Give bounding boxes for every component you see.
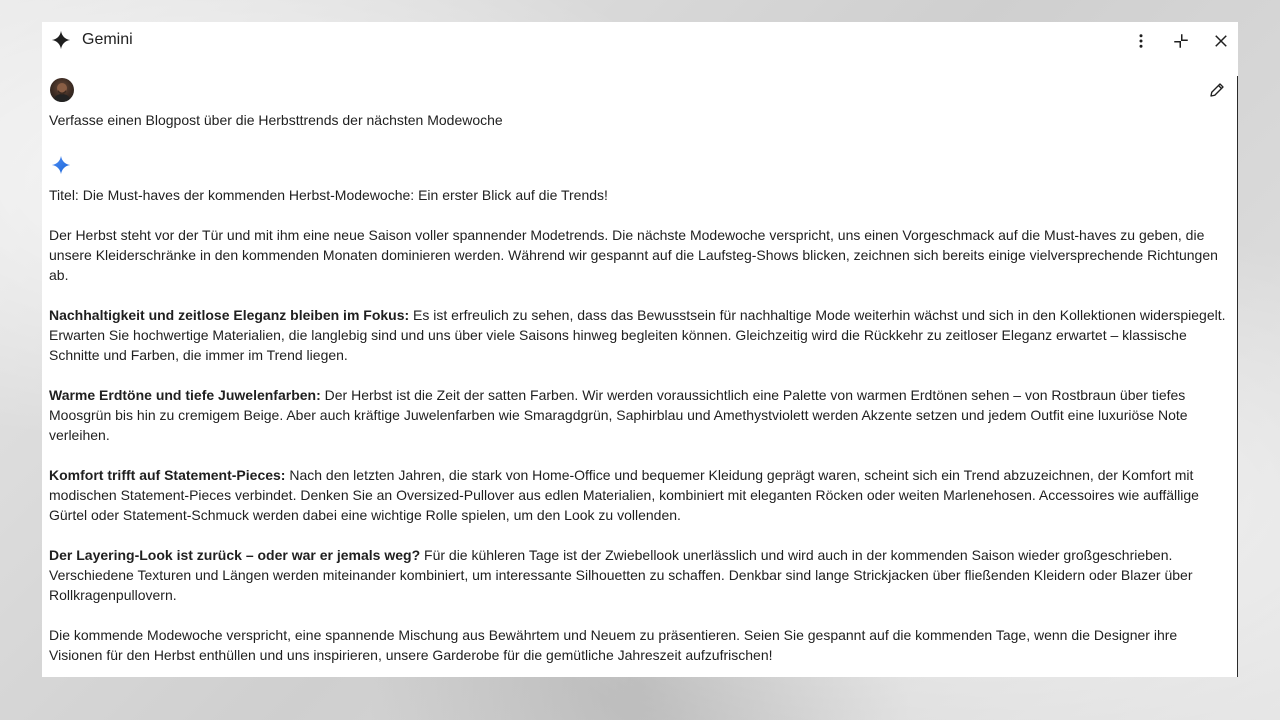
more-vert-icon bbox=[1132, 32, 1150, 50]
window-title: Gemini bbox=[82, 31, 133, 48]
section-heading: Warme Erdtöne und tiefe Juwelenfarben: bbox=[49, 387, 321, 403]
response-section bbox=[49, 545, 1231, 605]
panel-header bbox=[42, 22, 1238, 62]
section-heading: Der Layering-Look ist zurück – oder war er jemals weg? bbox=[49, 547, 421, 563]
section-text: Für die kühleren Tage ist der Zwiebellook unerlässlich und wird auch in der kommenden Saison wieder großgeschrieben. Verschiedene Texturen und Längen werden miteinander kombiniert, um interessante Silhouetten zu schaffen. Denkbar sind lange Strickjacken über fließenden Kleidern oder Blazer über Rollkragenpullovern. bbox=[49, 547, 1193, 603]
section-text: Nach den letzten Jahren, die stark von Home-Office und bequemer Kleidung geprägt waren, scheint sich ein Trend abzuzeichnen, der Komfort mit modischen Statement-Pieces verbindet. Denken Sie an Oversized-Pullover aus edlen Materialien, kombiniert mit eleganten Röcken oder weiten Marlenehosen. Accessoires wie auffällige Gürtel oder Statement-Schmuck werden dabei eine wichtige Rolle spielen, um den Look zu vollenden. bbox=[49, 467, 1199, 523]
section-heading: Nachhaltigkeit und zeitlose Eleganz bleiben im Fokus: bbox=[49, 307, 410, 323]
response-section bbox=[49, 385, 1231, 445]
gemini-spark-icon bbox=[50, 154, 72, 176]
more-options-button[interactable] bbox=[1128, 28, 1154, 54]
avatar-portrait-icon bbox=[50, 78, 74, 102]
pencil-icon bbox=[1208, 81, 1226, 99]
collapse-button[interactable] bbox=[1168, 28, 1194, 54]
model-response bbox=[49, 185, 1231, 677]
response-title: Titel: Die Must-haves der kommenden Herbst-Modewoche: Ein erster Blick auf die Trends! bbox=[49, 187, 608, 203]
response-closing: Die kommende Modewoche verspricht, eine spannende Mischung aus Bewährtem und Neuem zu präsentieren. Seien Sie gespannt auf die kommenden Tage, wenn die Designer ihre Visionen für den Herbst enthüllen und uns inspirieren, unsere Garderobe für die gemütliche Jahreszeit aufzufrischen! bbox=[49, 627, 1178, 663]
response-section bbox=[49, 465, 1231, 525]
collapse-icon bbox=[1172, 32, 1190, 50]
close-icon bbox=[1212, 32, 1230, 50]
scrollbar[interactable] bbox=[1237, 76, 1238, 677]
response-intro: Der Herbst steht vor der Tür und mit ihm eine neue Saison voller spannender Modetrends. Die nächste Modewoche verspricht, uns einen Vorgeschmack auf die Must-haves zu geben, die unsere Kleiderschränke in den kommenden Monaten dominieren werden. Während wir gespannt auf die Laufsteg-Shows blicken, zeichnen sich bereits einige vielversprechende Richtungen ab. bbox=[49, 227, 1218, 283]
gemini-panel bbox=[42, 22, 1238, 677]
close-button[interactable] bbox=[1208, 28, 1234, 54]
response-section bbox=[49, 305, 1231, 365]
user-prompt: Verfasse einen Blogpost über die Herbsttrends der nächsten Modewoche bbox=[49, 112, 503, 128]
edit-prompt-button[interactable] bbox=[1206, 79, 1228, 101]
user-avatar bbox=[50, 78, 74, 102]
section-text: Es ist erfreulich zu sehen, dass das Bewusstsein für nachhaltige Mode weiterhin wächst und sich in den Kollektionen widerspiegelt. Erwarten Sie hochwertige Materialien, die langlebig sind und uns über viele Saisons hinweg begleiten können. Gleichzeitig wird die Rückkehr zu zeitloser Eleganz erwartet – klassische Schnitte und Farben, die immer im Trend liegen. bbox=[49, 307, 1226, 363]
section-text: Der Herbst ist die Zeit der satten Farben. Wir werden voraussichtlich eine Palette von warmen Erdtönen sehen – von Rostbraun über tiefes Moosgrün bis hin zu cremigem Beige. Aber auch kräftige Juwelenfarben wie Smaragdgrün, Saphirblau und Amethystviolett werden Akzente setzen und jedem Outfit eine luxuriöse Note verleihen. bbox=[49, 387, 1188, 443]
gemini-star-icon bbox=[50, 29, 72, 51]
section-heading: Komfort trifft auf Statement-Pieces: bbox=[49, 467, 286, 483]
